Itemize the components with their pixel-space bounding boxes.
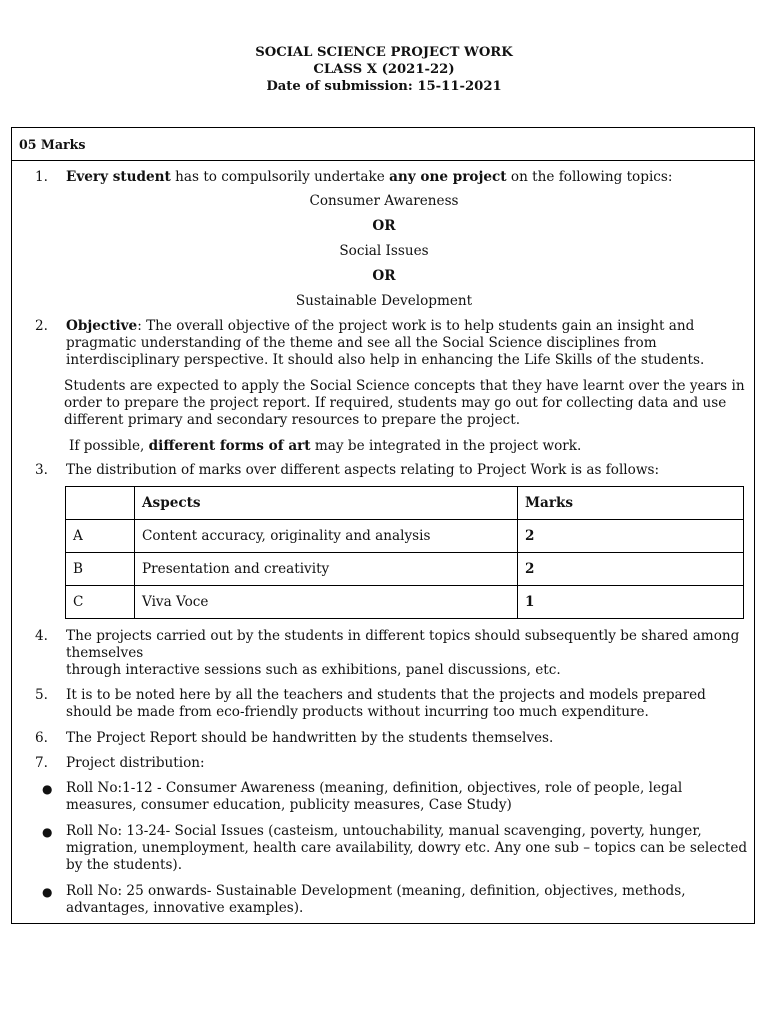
bullet-consumer-awareness: Roll No:1-12 - Consumer Awareness (meaning, definition, objectives, role of people, legal measures, consumer education, publicity measures, Case Study) xyxy=(66,780,683,813)
bullet-sustainable-development: Roll No: 25 onwards- Sustainable Development (meaning, definition, objectives, methods, advantages, innovative examples). xyxy=(66,883,686,916)
document-title: SOCIAL SCIENCE PROJECT WORK xyxy=(255,45,513,60)
row-aspect: Content accuracy, originality and analysis xyxy=(135,520,518,553)
item-4-line-a: The projects carried out by the students in different topics should subsequently be shared among themselves xyxy=(66,628,740,661)
row-label: C xyxy=(66,586,135,619)
table-row xyxy=(66,586,744,619)
topic-or-2: OR xyxy=(372,268,396,284)
item-3-number: 3. xyxy=(35,462,48,478)
art-text-b: may be integrated in the project work. xyxy=(310,438,582,454)
bullet-icon: ● xyxy=(42,825,53,839)
topic-sustainable-development: Sustainable Development xyxy=(295,293,473,309)
item-3-text: The distribution of marks over different aspects relating to Project Work is as follows: xyxy=(66,462,660,478)
item-1-bold-b: any one project xyxy=(389,169,507,185)
class-line: CLASS X (2021-22) xyxy=(313,62,455,77)
item-7-number: 7. xyxy=(35,755,48,771)
table-header-marks: Marks xyxy=(518,487,744,520)
topic-social-issues: Social Issues xyxy=(339,243,429,259)
row-marks: 2 xyxy=(518,520,744,553)
bullet-social-issues: Roll No: 13-24- Social Issues (casteism, untouchability, manual scavenging, poverty, hunger, migration, unemployment, health care availability, dowry etc. Any one sub – topics can be selected by the students). xyxy=(66,823,748,873)
topic-consumer-awareness: Consumer Awareness xyxy=(309,193,459,209)
item-1-number: 1. xyxy=(35,169,48,185)
item-1-text xyxy=(66,169,746,186)
item-2-paragraph-2: Students are expected to apply the Social Science concepts that they have learnt over the years in order to prepare the project report. If required, students may go out for collecting data and use different primary and secondary resources to prepare the project. xyxy=(64,378,745,428)
item-4-text xyxy=(66,628,746,679)
item-2-objective xyxy=(66,318,746,369)
bullet-icon: ● xyxy=(42,885,53,899)
bullet-icon: ● xyxy=(42,782,53,796)
marks-distribution-table xyxy=(65,486,744,619)
table-header-aspects: Aspects xyxy=(135,487,518,520)
art-text-a: If possible, xyxy=(69,438,149,454)
row-marks: 2 xyxy=(518,553,744,586)
row-label: A xyxy=(66,520,135,553)
table-row xyxy=(66,520,744,553)
item-1-bold-a: Every student xyxy=(66,169,171,185)
marks-label: 05 Marks xyxy=(12,128,754,161)
objective-label: Objective xyxy=(66,318,138,334)
item-6-text: The Project Report should be handwritten by the students themselves. xyxy=(66,730,554,746)
table-header-row xyxy=(66,487,744,520)
row-aspect: Presentation and creativity xyxy=(135,553,518,586)
item-2-number: 2. xyxy=(35,318,48,334)
item-2-paragraph-3 xyxy=(69,438,746,455)
item-1-text-a: has to compulsorily undertake xyxy=(170,169,390,185)
document-header xyxy=(0,44,768,95)
row-aspect: Viva Voce xyxy=(135,586,518,619)
item-7-text: Project distribution: xyxy=(66,755,205,771)
table-row xyxy=(66,553,744,586)
row-label: B xyxy=(66,553,135,586)
item-5-number: 5. xyxy=(35,687,48,703)
item-1-text-b: on the following topics: xyxy=(506,169,673,185)
art-bold: different forms of art xyxy=(148,438,311,454)
objective-text: : The overall objective of the project work is to help students gain an insight and pragmatic understanding of the theme and see all the Social Science disciplines from interdisciplinary perspective. It should also help in enhancing the Life Skills of the students. xyxy=(66,318,705,368)
submission-date: Date of submission: 15-11-2021 xyxy=(266,79,502,94)
item-4-line-b: through interactive sessions such as exhibitions, panel discussions, etc. xyxy=(66,662,561,678)
item-4-number: 4. xyxy=(35,628,48,644)
item-6-number: 6. xyxy=(35,730,48,746)
table-header-cell xyxy=(66,487,135,520)
topic-or-1: OR xyxy=(372,218,396,234)
row-marks: 1 xyxy=(518,586,744,619)
content-box xyxy=(11,127,755,924)
item-5-text: It is to be noted here by all the teachers and students that the projects and models prepared should be made from eco-friendly products without incurring too much expenditure. xyxy=(66,687,706,720)
